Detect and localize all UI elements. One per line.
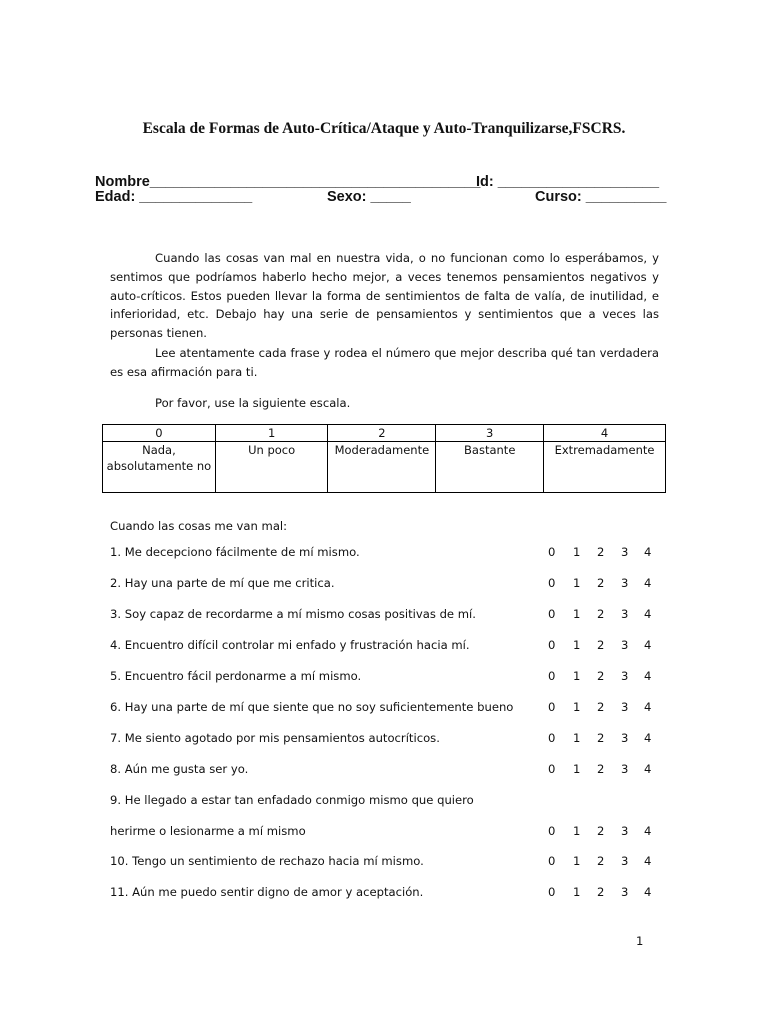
answer-option-2[interactable]: 2 — [597, 545, 605, 559]
question-text: 10. Tengo un sentimiento de rechazo hacia mí mismo. — [110, 854, 424, 868]
answer-option-1[interactable]: 1 — [573, 638, 581, 652]
answer-option-1[interactable]: 1 — [573, 885, 581, 899]
name-field[interactable]: Nombre_________________________________________ — [95, 174, 481, 190]
question-text: herirme o lesionarme a mí mismo — [110, 824, 306, 838]
answer-option-1[interactable]: 1 — [573, 607, 581, 621]
question-text: 5. Encuentro fácil perdonarme a mí mismo. — [110, 669, 362, 683]
question-text: 1. Me decepciono fácilmente de mí mismo. — [110, 545, 360, 559]
answer-option-3[interactable]: 3 — [621, 885, 629, 899]
answer-option-4[interactable]: 4 — [644, 669, 652, 683]
answer-option-0[interactable]: 0 — [548, 885, 556, 899]
question-text: 9. He llegado a estar tan enfadado conmigo mismo que quiero — [110, 793, 474, 807]
answer-option-4[interactable]: 4 — [644, 824, 652, 838]
section-heading: Cuando las cosas me van mal: — [110, 519, 288, 533]
answer-option-1[interactable]: 1 — [573, 545, 581, 559]
answer-option-0[interactable]: 0 — [548, 638, 556, 652]
age-sex-course-row — [95, 189, 670, 207]
scale-value-4: 4 — [544, 425, 666, 442]
scale-label-0: Nada, absolutamente no — [103, 442, 216, 493]
answer-option-2[interactable]: 2 — [597, 824, 605, 838]
answer-option-3[interactable]: 3 — [621, 607, 629, 621]
question-item — [110, 885, 655, 901]
scale-label-4: Extremadamente — [544, 442, 666, 493]
scale-label-3: Bastante — [436, 442, 544, 493]
scale-label-2: Moderadamente — [328, 442, 436, 493]
question-text: 8. Aún me gusta ser yo. — [110, 762, 249, 776]
answer-option-2[interactable]: 2 — [597, 700, 605, 714]
instructions-paragraph-1: Cuando las cosas van mal en nuestra vida, o no funcionan como lo esperábamos, y sentimos que podríamos haberlo hecho mejor, a veces tenemos pensamientos negativos y auto-críticos. Estos pueden llevar la forma de sentimientos de falta de valía, de inutilidad, e inferioridad, etc. Debajo hay una serie de pensamientos y sentimientos que a veces las personas tienen. — [110, 251, 659, 341]
scale-prompt: Por favor, use la siguiente escala. — [155, 396, 351, 410]
answer-option-4[interactable]: 4 — [644, 638, 652, 652]
answer-option-3[interactable]: 3 — [621, 638, 629, 652]
question-item — [110, 638, 655, 654]
page-number: 1 — [636, 934, 644, 948]
answer-option-3[interactable]: 3 — [621, 545, 629, 559]
answer-options — [548, 885, 655, 901]
answer-option-0[interactable]: 0 — [548, 607, 556, 621]
question-item — [110, 700, 655, 716]
answer-options — [548, 545, 655, 561]
question-item — [110, 854, 655, 870]
scale-value-3: 3 — [436, 425, 544, 442]
question-text: 4. Encuentro difícil controlar mi enfado y frustración hacia mí. — [110, 638, 470, 652]
answer-option-4[interactable]: 4 — [644, 545, 652, 559]
question-text: 3. Soy capaz de recordarme a mí mismo cosas positivas de mí. — [110, 607, 476, 621]
answer-option-1[interactable]: 1 — [573, 669, 581, 683]
answer-options — [548, 824, 655, 840]
answer-option-3[interactable]: 3 — [621, 824, 629, 838]
course-field[interactable]: Curso: __________ — [535, 189, 667, 205]
answer-option-2[interactable]: 2 — [597, 669, 605, 683]
question-item — [110, 731, 655, 747]
answer-option-4[interactable]: 4 — [644, 762, 652, 776]
answer-option-2[interactable]: 2 — [597, 731, 605, 745]
answer-option-0[interactable]: 0 — [548, 545, 556, 559]
instructions-paragraph-2: Lee atentamente cada frase y rodea el número que mejor describa qué tan verdadera es esa afirmación para ti. — [110, 346, 659, 379]
answer-option-2[interactable]: 2 — [597, 576, 605, 590]
question-item — [110, 793, 655, 809]
answer-option-3[interactable]: 3 — [621, 700, 629, 714]
question-text: 7. Me siento agotado por mis pensamientos autocríticos. — [110, 731, 440, 745]
answer-option-2[interactable]: 2 — [597, 607, 605, 621]
answer-option-0[interactable]: 0 — [548, 824, 556, 838]
age-field[interactable]: Edad: ______________ — [95, 189, 253, 205]
answer-options — [548, 607, 655, 623]
scale-value-0: 0 — [103, 425, 216, 442]
answer-option-2[interactable]: 2 — [597, 885, 605, 899]
answer-option-4[interactable]: 4 — [644, 607, 652, 621]
scale-label-1: Un poco — [215, 442, 328, 493]
answer-option-3[interactable]: 3 — [621, 669, 629, 683]
answer-option-3[interactable]: 3 — [621, 762, 629, 776]
answer-option-2[interactable]: 2 — [597, 762, 605, 776]
answer-options — [548, 700, 655, 716]
answer-option-4[interactable]: 4 — [644, 700, 652, 714]
answer-option-3[interactable]: 3 — [621, 576, 629, 590]
answer-option-3[interactable]: 3 — [621, 854, 629, 868]
answer-option-0[interactable]: 0 — [548, 854, 556, 868]
answer-options — [548, 669, 655, 685]
answer-option-4[interactable]: 4 — [644, 731, 652, 745]
answer-option-1[interactable]: 1 — [573, 824, 581, 838]
document-title: Escala de Formas de Auto-Crítica/Ataque y Auto-Tranquilizarse,FSCRS. — [142, 120, 626, 137]
question-item — [110, 545, 655, 561]
question-text: 2. Hay una parte de mí que me critica. — [110, 576, 335, 590]
question-text: 11. Aún me puedo sentir digno de amor y aceptación. — [110, 885, 424, 899]
answer-option-0[interactable]: 0 — [548, 731, 556, 745]
answer-option-0[interactable]: 0 — [548, 576, 556, 590]
question-item — [110, 824, 655, 840]
question-item — [110, 762, 655, 778]
answer-option-1[interactable]: 1 — [573, 731, 581, 745]
answer-options — [548, 576, 655, 592]
answer-option-3[interactable]: 3 — [621, 731, 629, 745]
answer-option-0[interactable]: 0 — [548, 669, 556, 683]
answer-option-4[interactable]: 4 — [644, 576, 652, 590]
answer-option-1[interactable]: 1 — [573, 576, 581, 590]
sex-field[interactable]: Sexo: _____ — [327, 189, 411, 205]
answer-options — [548, 762, 655, 778]
response-scale-table — [102, 424, 666, 493]
answer-option-2[interactable]: 2 — [597, 638, 605, 652]
question-item — [110, 576, 655, 592]
answer-options — [548, 638, 655, 654]
question-text: 6. Hay una parte de mí que siente que no soy suficientemente bueno — [110, 700, 514, 714]
answer-option-2[interactable]: 2 — [597, 854, 605, 868]
id-field[interactable]: Id: ____________________ — [476, 174, 660, 190]
answer-option-0[interactable]: 0 — [548, 762, 556, 776]
answer-options — [548, 731, 655, 747]
answer-option-1[interactable]: 1 — [573, 854, 581, 868]
scale-value-2: 2 — [328, 425, 436, 442]
answer-option-4[interactable]: 4 — [644, 854, 652, 868]
question-item — [110, 607, 655, 623]
answer-option-1[interactable]: 1 — [573, 762, 581, 776]
answer-option-1[interactable]: 1 — [573, 700, 581, 714]
scale-value-1: 1 — [215, 425, 328, 442]
answer-options — [548, 854, 655, 870]
answer-option-0[interactable]: 0 — [548, 700, 556, 714]
question-item — [110, 669, 655, 685]
answer-option-4[interactable]: 4 — [644, 885, 652, 899]
